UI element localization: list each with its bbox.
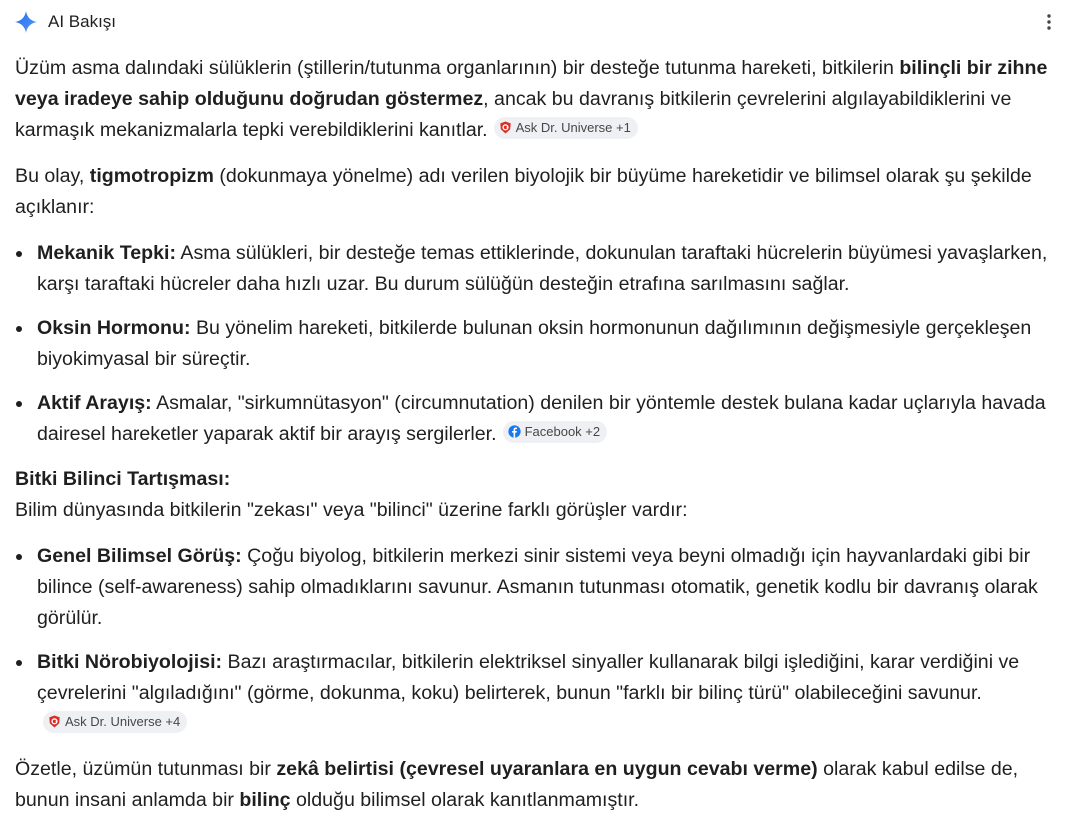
source-chip[interactable] <box>43 711 187 733</box>
ask-dr-universe-icon <box>499 121 512 134</box>
tigmotropizm-paragraph <box>15 161 1067 223</box>
source-chip-label: Ask Dr. Universe +4 <box>65 713 181 729</box>
bold-text: zekâ belirtisi (çevresel uyaranlara en uygun cevabı verme) <box>276 758 818 780</box>
text-run: olduğu bilimsel olarak kanıtlanmamıştır. <box>290 789 640 811</box>
facebook-icon <box>508 425 521 438</box>
gemini-sparkle-icon <box>14 10 38 34</box>
ai-overview-header <box>14 8 1066 36</box>
source-chip-label: Ask Dr. Universe +1 <box>515 119 631 135</box>
list-item <box>15 541 1067 634</box>
list-item-text: Bu yönelim hareketi, bitkilerde bulunan oksin hormonunun dağılımının değişmesiyle gerçekleşen biyokimyasal bir süreçtir. <box>37 317 1032 370</box>
list-item-text: Çoğu biyolog, bitkilerin merkezi sinir sistemi veya beyni olmadığı için hayvanlardaki gibi bir bilince (self-awareness) sahip olmadıklarını savunur. Asmanın tutunması otomatik, genetik kodlu bir davranış olarak görülür. <box>37 545 1038 629</box>
ask-dr-universe-icon <box>48 715 61 728</box>
bold-text: tigmotropizm <box>89 165 214 187</box>
ai-overview-content <box>15 53 1067 831</box>
text-run: , ancak bu davranış bitkilerin çevrelerini algılayabildiklerini ve karmaşık mekanizmalarla tepki verebildiklerini kanıtlar. <box>15 88 1012 141</box>
section-heading: Bitki Bilinci Tartışması: <box>15 468 231 490</box>
more-vert-icon <box>1047 14 1051 30</box>
list-item-label: Aktif Arayış: <box>37 392 152 414</box>
text-run: Üzüm asma dalındaki sülüklerin (ştillerin/tutunma organlarının) bir desteğe tutunma hareketi, bitkilerin <box>15 57 900 79</box>
list-item <box>15 238 1067 300</box>
text-run: olarak kabul edilse de, bunun insani anlamda bir <box>15 758 1019 811</box>
list-item-label: Bitki Nörobiyolojisi: <box>37 651 223 673</box>
list-item-text: Asma sülükleri, bir desteğe temas ettiklerinde, dokunulan taraftaki hücrelerin büyümesi yavaşlarken, karşı taraftaki hücreler daha hızlı uzar. Bu durum sülüğün desteğin etrafına sarılmasını sağlar. <box>37 242 1048 295</box>
mechanism-list <box>15 238 1067 450</box>
section-block <box>15 464 1067 526</box>
conclusion-paragraph <box>15 754 1067 816</box>
list-item-label: Oksin Hormonu: <box>37 317 191 339</box>
list-item <box>15 313 1067 375</box>
views-list <box>15 541 1067 740</box>
list-item-label: Mekanik Tepki: <box>37 242 177 264</box>
source-chip[interactable] <box>503 421 608 443</box>
source-chip-label: Facebook +2 <box>524 423 601 439</box>
ai-overview-title: AI Bakışı <box>48 12 117 31</box>
text-run: (dokunmaya yönelme) adı verilen biyolojik bir büyüme hareketidir ve bilimsel olarak şu şekilde açıklanır: <box>15 165 1032 218</box>
bold-text: bilinçli bir zihne veya iradeye sahip olduğunu doğrudan göstermez <box>15 57 1048 110</box>
text-run: Özetle, üzümün tutunması bir <box>15 758 277 780</box>
list-item <box>15 388 1067 450</box>
source-chip[interactable] <box>494 117 638 139</box>
list-item-text: Bazı araştırmacılar, bitkilerin elektriksel sinyaller kullanarak bilgi işlediğini, karar verdiğini ve çevrelerini "algıladığını" (görme, dokunma, koku) belirterek, bunun "farklı bir bilinç türü" olabileceğini savunur. <box>37 651 1020 704</box>
list-item-text: Asmalar, "sirkumnütasyon" (circumnutation) denilen bir yöntemle destek bulana kadar uçlarıyla havada dairesel hareketler yaparak aktif bir arayış sergilerler. <box>37 392 1046 445</box>
section-intro: Bilim dünyasında bitkilerin "zekası" veya "bilinci" üzerine farklı görüşler vardır: <box>15 499 688 521</box>
summary-paragraph <box>15 53 1067 146</box>
more-options-button[interactable] <box>1038 11 1060 33</box>
list-item-label: Genel Bilimsel Görüş: <box>37 545 242 567</box>
list-item <box>15 647 1067 740</box>
bold-text: bilinç <box>239 789 291 811</box>
text-run: Bu olay, <box>15 165 90 187</box>
